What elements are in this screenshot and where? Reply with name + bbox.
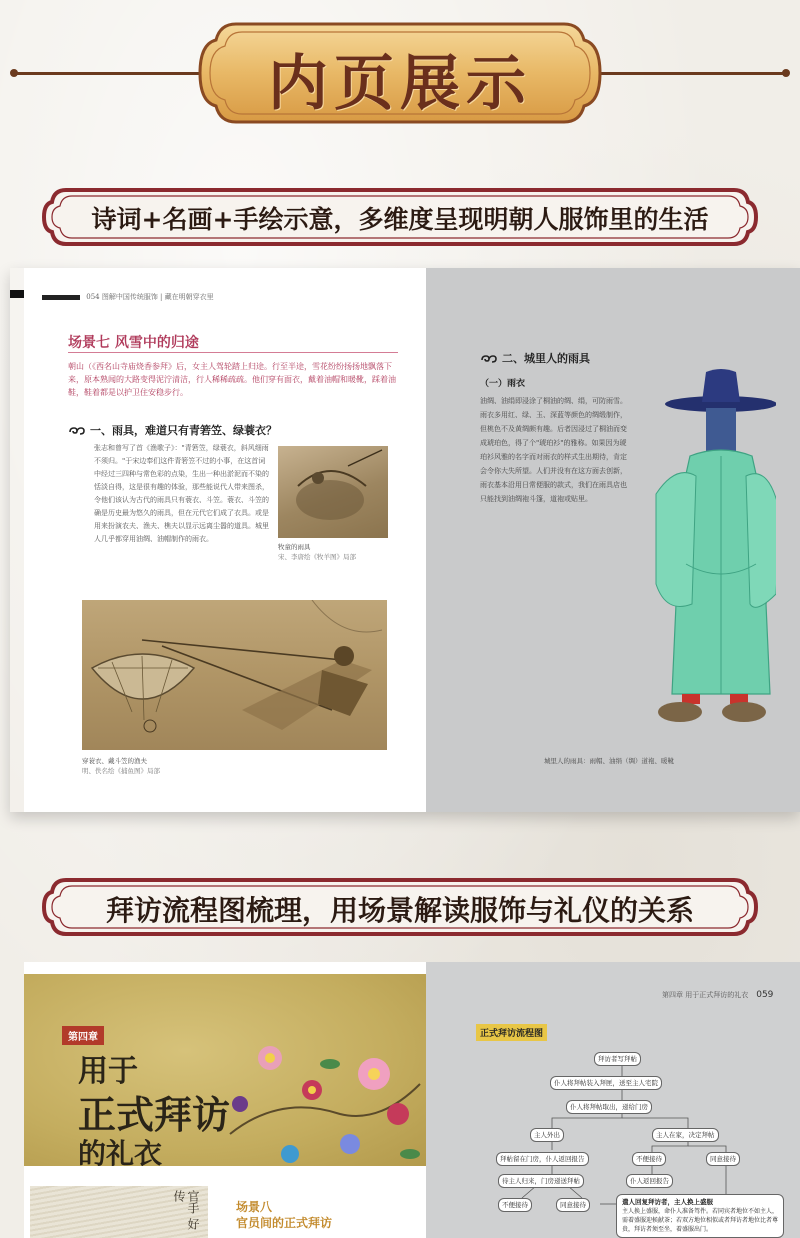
body-text-right: 油绸、油绢即浸涂了桐油的绸、绢，可防雨雪。雨衣多用红、绿、玉、深蓝等颜色的绸缎制作，但桃色不及黄绸颇有趣。后者因浸过了桐油而变成琥珀色，得了个"琥珀衫"的雅称。如果因为琥珀衫风雅的名字而对雨衣的样式生出期待，肯定会令你大失所望。人们并没有在这方面去创新，雨衣基本沿用日常便服的款式，我们在雨具店也只能找到油绸袍斗篷，道袍或贴里。 [480, 397, 627, 503]
flow-node-2: 仆人将拜帖装入拜匣，送至主人宅院 [550, 1076, 662, 1090]
book-spread-1 [10, 268, 800, 812]
scene-poem: 朝山（《西名山寺庙烧香参拜》后，女主人驾轮踏上归途。行至半途，雪花纷纷扬扬地飘落下来，原本熟闻的大路变得泥泞清洁，行人稀稀疏疏。他们穿有面衣，戴着油帽和暖靴，踩着油鞋，鞋着都是以护卫住安稳步行。 [68, 362, 396, 397]
spread2-right-page [426, 962, 800, 1238]
chapter-title-line-2: 正式拜访 [78, 1092, 231, 1137]
spread2-left-lower [24, 1176, 426, 1238]
flow-node-3: 仆人将拜帖取出，递给门房 [566, 1100, 652, 1114]
embroidered-flowers-art [220, 1034, 426, 1166]
section-heading-2-text: 二、城里人的雨具 [502, 352, 590, 365]
banner-1-text: 诗词+名画+手绘示意，多维度呈现明朝人服饰里的生活 [91, 205, 709, 234]
painting-fisherman-caption: 穿蓑衣、戴斗笠的渔夫 [82, 757, 147, 765]
flowchart-title: 正式拜访流程图 [476, 1024, 547, 1041]
page-edge-mark [10, 290, 24, 298]
flow-node-13-title: 遣人回复拜访者，主人换上盛服 [622, 1198, 713, 1206]
section-heading-1 [68, 422, 277, 438]
flow-node-12: 同意接待 [556, 1198, 590, 1212]
subsection-heading: （一）雨衣 [480, 379, 526, 389]
running-head [42, 292, 402, 302]
scene-title-2: 官员间的正式拜访 [236, 1216, 333, 1230]
cloud-motif-icon [68, 426, 86, 436]
spread1-left-page [24, 268, 426, 812]
sketch-inscription: 官手 好传 [172, 1190, 200, 1230]
spread2-left-page [24, 962, 426, 1238]
cloud-motif-icon [480, 354, 498, 364]
header-right-line [590, 72, 786, 75]
banner-1 [40, 182, 760, 252]
painting-fisherman [82, 600, 387, 750]
running-head-bar [42, 295, 80, 300]
flow-node-6: 拜帖留在门房，仆人返回报告 [496, 1152, 589, 1166]
scene-label: 场景八 [236, 1200, 273, 1214]
flow-node-5: 主人在家，决定拜帖 [652, 1128, 719, 1142]
header-title: 内页展示 [268, 49, 532, 119]
header-badge [196, 14, 604, 132]
book-spread-2 [10, 962, 800, 1238]
painting-shepherd [278, 446, 388, 538]
flow-node-13 [616, 1194, 784, 1238]
header-left-line [14, 72, 210, 75]
flow-node-10: 仆人返回报告 [626, 1174, 673, 1188]
scene-rule [68, 352, 398, 353]
scene-title: 场景七 风雪中的归途 [68, 335, 199, 351]
running-head-2-text: 第四章 用于正式拜访的礼衣 [662, 991, 749, 999]
painting-fisherman-source: 明、佚名绘《捕鱼图》局部 [82, 767, 160, 775]
page-number: 059 [756, 990, 774, 1000]
flow-node-13-body: 主人换上盛服，命仆人准备驾件。若同宾者地位不如主人，需着盛服迎候献茶；若双方地位相似或者拜访者地位比者尊贵，拜访者须至坐，着盛服出门。 [622, 1208, 779, 1233]
flow-node-1: 拜访者写拜帖 [594, 1052, 641, 1066]
running-head-text: 054 图解中国传统服饰 | 藏在明朝穿衣里 [86, 293, 214, 301]
banner-2-text: 拜访流程图梳理，用场景解读服饰与礼仪的关系 [105, 894, 694, 927]
flow-node-9: 待主人归来，门房递送拜帖 [498, 1174, 584, 1188]
body-text: 张志和曾写了首《渔歌子》："青箬笠，绿蓑衣，斜风细雨不须归。"于宋边奉们这件青箬笠不过的小事，在这首词中经过三四种与常色彩的点染，生出一种出淤泥而不染的恬淡自得，这是很有趣的体验，那些能说代人带来图杀，令他们该认为古代的雨具只有蓑衣、斗笠。蓑衣、斗笠的确是历史最为悠久的雨具，但在元代它们成了衣具。或是用来扮演农夫、渔夫、樵夫以显示远离尘嚣的道具。城里人几乎都穿用油绸、油帽制作的雨衣。 [94, 444, 269, 543]
section-heading-2 [480, 350, 590, 366]
rain-gear-figure [626, 364, 776, 764]
flow-node-11: 不便接待 [498, 1198, 532, 1212]
rain-gear-figure-caption: 城里人的雨具：雨帽、油绢（绸）道袍、暖靴 [544, 757, 674, 765]
flow-node-8: 同意接待 [706, 1152, 740, 1166]
chapter-cover [24, 974, 426, 1166]
spread1-right-page [426, 268, 800, 812]
landscape-sketch [30, 1186, 208, 1238]
banner-2 [40, 872, 760, 942]
flow-node-4: 主人外出 [530, 1128, 564, 1142]
chapter-title-line-1: 用于 [78, 1054, 138, 1089]
section-heading-1-text: 一、雨具，难道只有青箬笠、绿蓑衣？ [90, 424, 277, 437]
chapter-title-line-3: 的礼衣 [78, 1137, 163, 1166]
chapter-tag: 第四章 [62, 1026, 104, 1045]
flow-node-7: 不便接待 [632, 1152, 666, 1166]
painting-shepherd-source: 宋、李唐绘《牧羊图》局部 [278, 553, 356, 561]
painting-shepherd-caption: 牧童的雨具 [278, 543, 311, 551]
painting-shepherd-art [278, 446, 388, 538]
painting-fisherman-art [82, 600, 387, 750]
